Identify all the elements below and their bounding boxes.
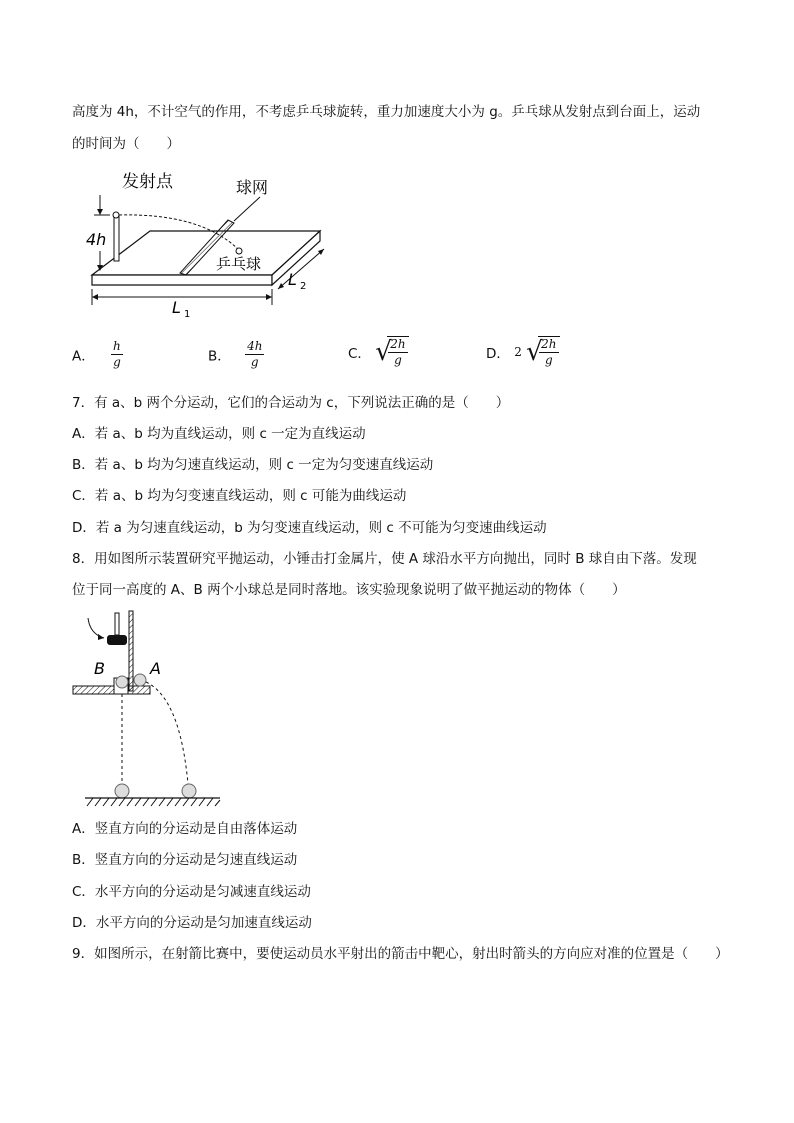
q6-option-d-coef: 2: [514, 345, 522, 359]
q7-option-a: A．若 a、b 均为直线运动，则 c 一定为直线运动: [72, 426, 366, 442]
q6-option-d-label: D．: [486, 346, 510, 362]
q7-option-b: B．若 a、b 均为匀速直线运动，则 c 一定为匀变速直线运动: [72, 457, 434, 473]
q8-option-a: A．竖直方向的分运动是自由落体运动: [72, 821, 298, 837]
q6-option-d-sqrt: √ $\frac{2h}{g}$: [526, 336, 559, 368]
hammer-handle: [115, 613, 119, 635]
label-ball-a: A: [150, 659, 161, 678]
label-ball: 乒乓球: [216, 255, 262, 273]
q8-stem-line1: 8．用如图所示装置研究平抛运动，小锤击打金属片，使 A 球沿水平方向抛出，同时 B 球自由下落。发现: [72, 551, 697, 567]
q6-option-d: [486, 336, 560, 368]
q6-option-c-num: 2h: [390, 337, 406, 351]
q8-option-d: D．水平方向的分运动是匀加速直线运动: [72, 915, 312, 931]
q6-option-b-den: g: [250, 355, 259, 369]
label-L1: L: [172, 298, 181, 317]
q8-option-b: B．竖直方向的分运动是匀速直线运动: [72, 852, 298, 868]
label-L2-sub: 2: [300, 281, 307, 292]
q6-option-a-den: g: [113, 355, 121, 369]
label-ball-b: B: [94, 659, 105, 678]
q6-stem-line2: 的时间为（ ）: [72, 136, 180, 152]
q6-option-a-num: h: [113, 339, 121, 353]
q6-option-a-label: A．: [72, 348, 95, 365]
trajectory-a: [146, 682, 188, 784]
ball-b-landed: [115, 784, 129, 798]
q6-table-figure: [80, 165, 340, 325]
q6-option-d-num: 2h: [541, 337, 557, 351]
label-L1-sub: 1: [184, 309, 191, 320]
q8-stem-line2: 位于同一高度的 A、B 两个小球总是同时落地。该实验现象说明了做平抛运动的物体（ ）: [72, 582, 626, 598]
ball-a-start: [134, 674, 146, 686]
platform: [73, 686, 150, 694]
ping-pong-ball: [236, 248, 242, 254]
metal-plate: [129, 611, 133, 691]
label-height: 4h: [86, 230, 107, 249]
label-launch-point: 发射点: [122, 172, 173, 192]
q8-option-c: C．水平方向的分运动是匀减速直线运动: [72, 884, 311, 900]
q6-option-b: [208, 339, 264, 370]
launcher-post: [114, 215, 119, 261]
label-net: 球网: [236, 178, 269, 197]
q6-option-c: [348, 336, 409, 368]
q6-option-a: [72, 339, 123, 370]
q6-stem-line1: 高度为 4h，不计空气的作用，不考虑乒乓球旋转，重力加速度大小为 g。乒乓球从发射点到台面上，运动: [72, 104, 701, 120]
q6-option-d-den: g: [544, 353, 553, 367]
q6-option-c-sqrt: √ $\frac{2h}{g}$: [375, 336, 408, 368]
q6-option-b-label: B．: [208, 348, 231, 365]
q6-option-b-num: 4h: [247, 339, 263, 353]
table-front: [92, 275, 272, 285]
q7-stem: 7．有 a、b 两个分运动，它们的合运动为 c，下列说法正确的是（ ）: [72, 395, 510, 411]
q8-apparatus-figure: [70, 608, 230, 813]
ball-a-landed: [182, 784, 196, 798]
q6-option-c-label: C．: [348, 346, 371, 362]
q7-option-c: C．若 a、b 均为匀变速直线运动，则 c 可能为曲线运动: [72, 488, 407, 504]
hammer-head: [107, 635, 127, 645]
q9-stem: 9．如图所示，在射箭比赛中，要使运动员水平射出的箭击中靶心，射出时箭头的方向应对准的位置是（ ）: [72, 946, 729, 962]
q6-option-c-den: g: [394, 353, 402, 367]
q7-option-d: D．若 a 为匀速直线运动，b 为匀变速直线运动，则 c 不可能为匀变速曲线运动: [72, 520, 547, 536]
label-L2: L: [288, 270, 297, 289]
ball-b-start: [116, 676, 128, 688]
